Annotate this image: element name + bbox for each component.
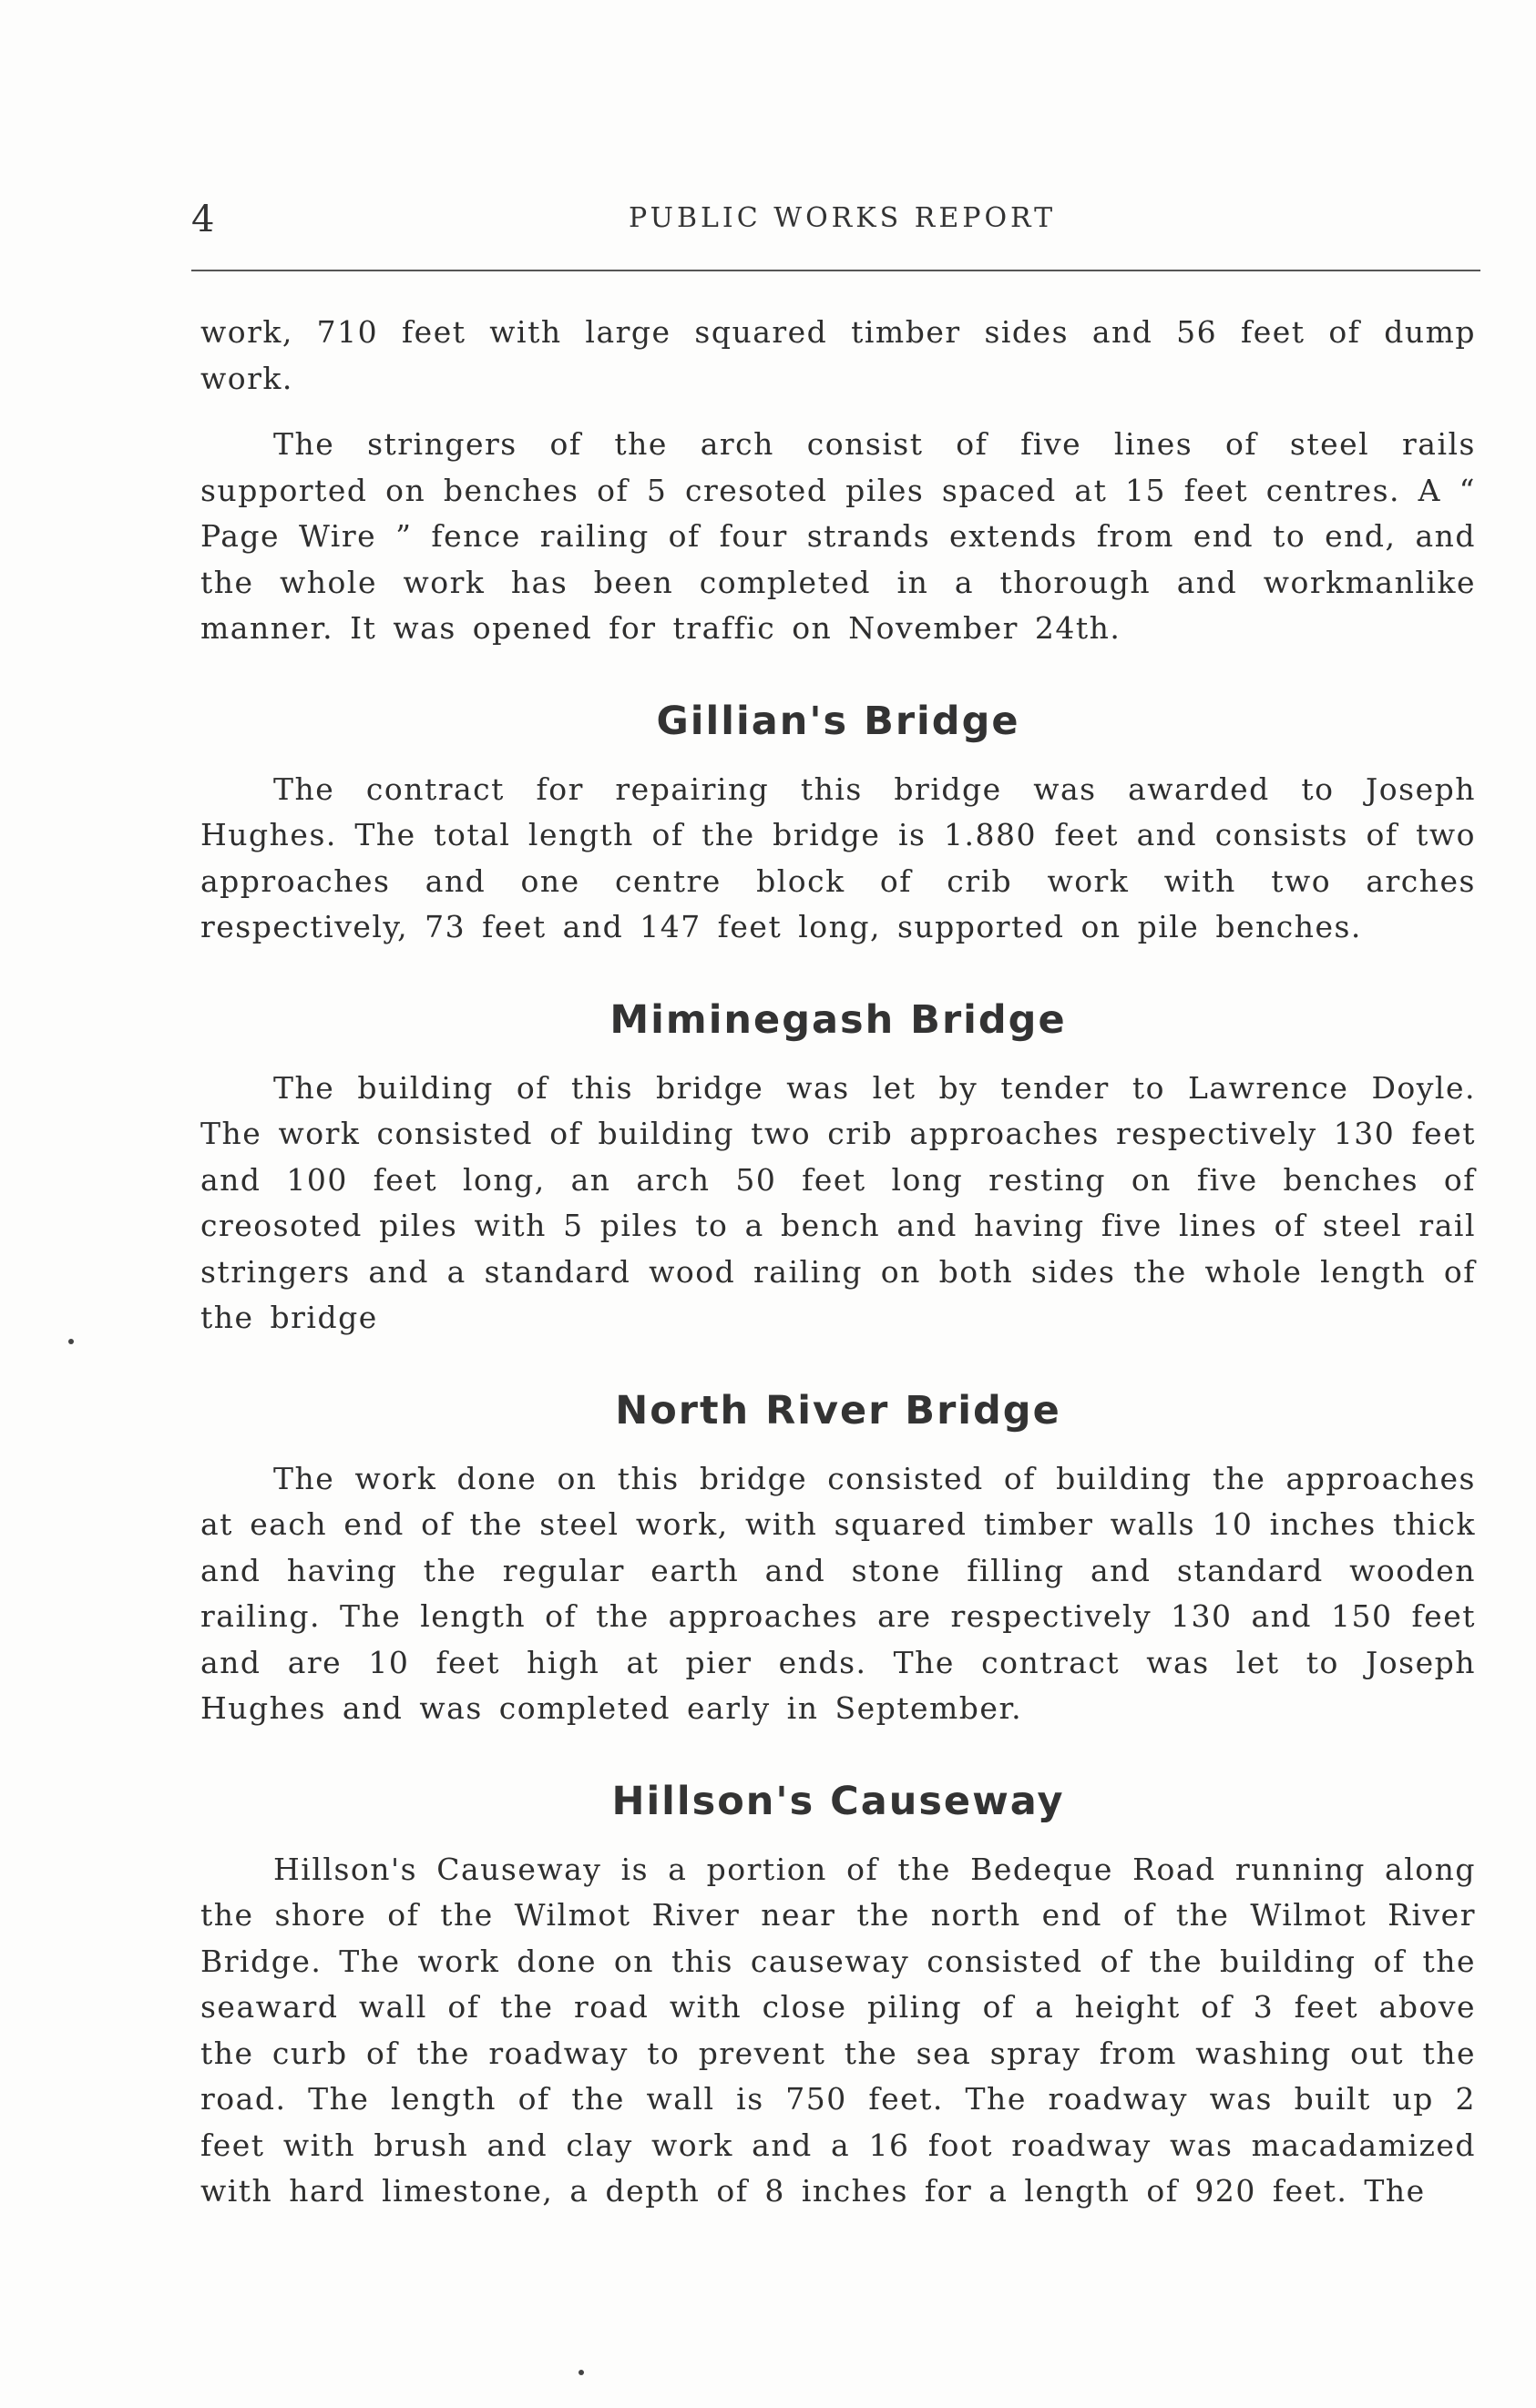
miminegash-bridge-paragraph: The building of this bridge was let by tender to Lawrence Doyle. The work consisted of building two crib approaches respectively 130 feet and 100 feet long, an arch 50 feet long resting on five benches of creosoted piles with 5 piles to a bench and having five lines of steel rail stringers and a standard wood railing on both sides the whole length of the bridge xyxy=(200,1069,1476,1335)
scan-speck xyxy=(579,2370,584,2375)
hillsons-causeway-paragraph: Hillson's Causeway is a portion of the Bedeque Road running along the shore of the Wilmot River near the north end of the Wilmot River Bridge. The work done on this causeway consisted of the building of the seaward wall of the road with close piling of a height of 3 feet above the curb of the roadway to prevent the sea spray from washing out the road. The length of the wall is 750 feet. The roadway was built up 2 feet with brush and clay work and a 16 foot roadway was macadamized with hard limestone, a depth of 8 inches for a length of 920 feet. The xyxy=(200,1851,1476,2209)
intro-paragraph-continuation: work, 710 feet with large squared timber sides and 56 feet of dump work. xyxy=(200,314,1476,396)
running-head: PUBLIC WORKS REPORT xyxy=(629,202,1057,234)
scan-speck xyxy=(68,1339,74,1344)
north-river-bridge-paragraph: The work done on this bridge consisted of building the approaches at each end of the steel work, with squared timber walls 10 inches thick and having the regular earth and stone filling and standard wooden railing. The length of the approaches are respectively 130 and 150 feet and are 10 feet high at pier ends. The contract was let to Joseph Hughes and was completed early in September. xyxy=(200,1460,1476,1726)
intro-paragraph-stringers: The stringers of the arch consist of five lines of steel rails supported on benches of 5 cresoted piles spaced at 15 feet centres. A “ Page Wire ” fence railing of four strands extends from end to end, and the whole work has been completed in a thorough and workmanlike manner. It was opened for traffic on November 24th. xyxy=(200,426,1476,646)
page-body xyxy=(200,310,1476,2235)
section-heading-miminegash-bridge: Miminegash Bridge xyxy=(609,996,1067,1043)
header-rule xyxy=(191,270,1480,271)
section-heading-north-river-bridge: North River Bridge xyxy=(615,1387,1061,1434)
gillians-bridge-paragraph: The contract for repairing this bridge was awarded to Joseph Hughes. The total length of the bridge is 1.880 feet and consists of two approaches and one centre block of crib work with two arches respectively, 73 feet and 147 feet long, supported on pile benches. xyxy=(200,770,1476,944)
section-heading-hillsons-causeway: Hillson's Causeway xyxy=(611,1778,1065,1824)
section-heading-gillians-bridge: Gillian's Bridge xyxy=(656,698,1020,744)
page-number: 4 xyxy=(191,199,215,240)
